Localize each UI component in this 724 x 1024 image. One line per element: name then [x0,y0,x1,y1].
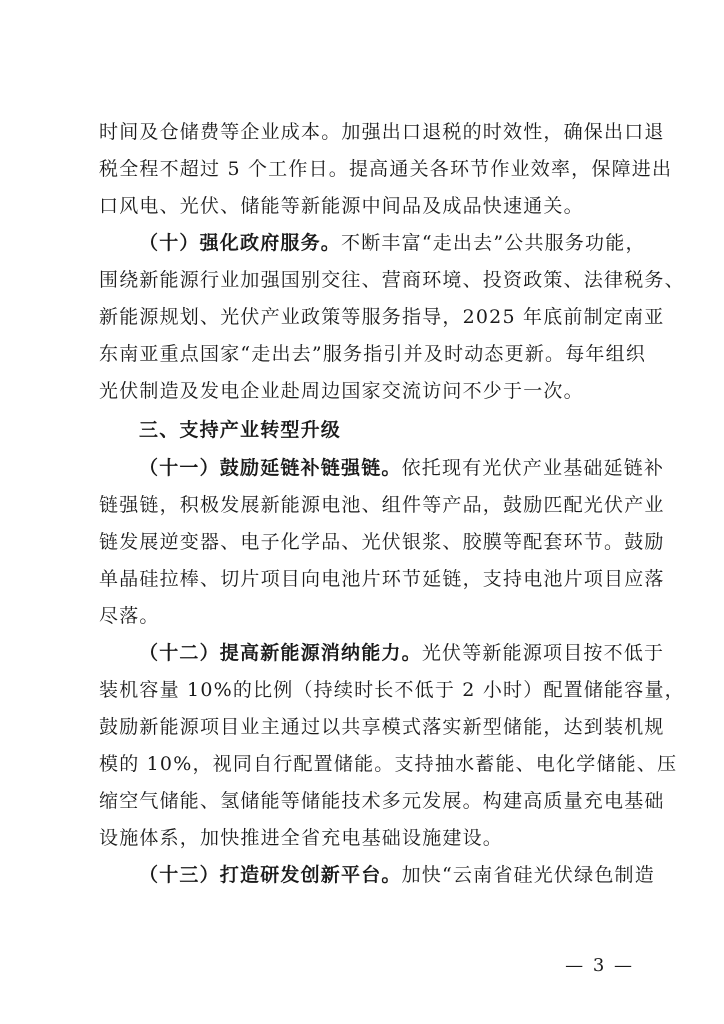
page-number: — 3 — [565,955,634,976]
paragraph-11-line-1: （十一）鼓励延链补链强链。依托现有光伏产业基础延链补 [139,457,665,479]
body-line-11: 链强链，积极发展新能源电池、组件等产品，鼓励匹配光伏产业 [99,494,665,516]
paragraph-12-heading: （十二）提高新能源消纳能力。 [139,642,422,664]
paragraph-12-line-1: （十二）提高新能源消纳能力。光伏等新能源项目按不低于 [139,642,665,664]
section-heading-3: 三、支持产业转型升级 [139,419,342,441]
body-line-8: 光伏制造及发电企业赴周边国家交流访问不少于一次。 [99,380,584,402]
body-line-14: 尽落。 [99,605,160,627]
body-line-18: 模的 10%，视同自行配置储能。支持抽水蓄能、电化学储能、压 [99,753,678,775]
paragraph-10-line-1: （十）强化政府服务。不断丰富“走出去”公共服务功能， [139,232,646,254]
body-line-2: 税全程不超过 5 个工作日。提高通关各环节作业效率，保障进出 [99,158,673,180]
body-line-12: 链发展逆变器、电子化学品、光伏银浆、胶膜等配套环节。鼓励 [99,531,665,553]
body-line-1: 时间及仓储费等企业成本。加强出口退税的时效性，确保出口退 [99,121,665,143]
body-line-19: 缩空气储能、氢储能等储能技术多元发展。构建高质量充电基础 [99,790,665,812]
body-line-17: 鼓励新能源项目业主通过以共享模式落实新型储能，达到装机规 [99,716,665,738]
paragraph-13-line-1: （十三）打造研发创新平台。加快“云南省硅光伏绿色制造 [139,864,655,886]
body-line-5: 围绕新能源行业加强国别交往、营商环境、投资政策、法律税务、 [99,269,685,291]
paragraph-11-heading: （十一）鼓励延链补链强链。 [139,457,402,479]
paragraph-10-heading: （十）强化政府服务。 [139,232,342,254]
body-line-6: 新能源规划、光伏产业政策等服务指导，2025 年底前制定南亚 [99,306,665,328]
body-line-16: 装机容量 10%的比例（持续时长不低于 2 小时）配置储能容量， [99,679,685,701]
body-line-13: 单晶硅拉棒、切片项目向电池片环节延链，支持电池片项目应落 [99,568,665,590]
paragraph-13-heading: （十三）打造研发创新平台。 [139,864,402,886]
body-line-3: 口风电、光伏、储能等新能源中间品及成品快速通关。 [99,195,584,217]
body-line-7: 东南亚重点国家“走出去”服务指引并及时动态更新。每年组织 [99,343,647,365]
body-line-20: 设施体系，加快推进全省充电基础设施建设。 [99,827,504,849]
